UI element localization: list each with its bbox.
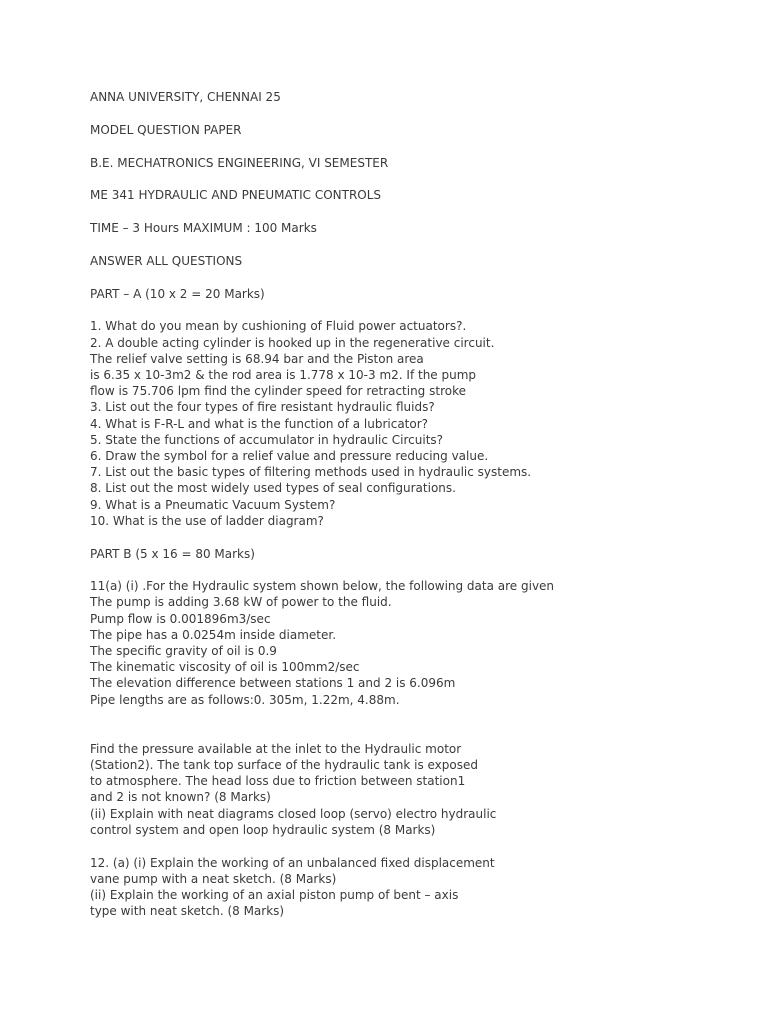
university-name: ANNA UNIVERSITY, CHENNAI 25 <box>90 90 281 104</box>
question-line: and 2 is not known? (8 Marks) <box>90 790 271 805</box>
question-12 <box>90 855 750 920</box>
part-a-questions <box>90 318 750 528</box>
spacer <box>90 302 750 319</box>
question-line: (Station2). The tank top surface of the hydraulic tank is exposed <box>90 757 478 772</box>
instruction: ANSWER ALL QUESTIONS <box>90 253 243 268</box>
question-line: 8. List out the most widely used types of seal configurations. <box>90 481 456 496</box>
paper-type: MODEL QUESTION PAPER <box>90 122 242 137</box>
question-line: The pump is adding 3.68 kW of power to the fluid. <box>90 595 392 610</box>
question-11-continued <box>90 741 750 838</box>
question-line: 12. (a) (i) Explain the working of an unbalanced fixed displacement <box>90 855 495 870</box>
question-line: The relief valve setting is 68.94 bar and the Piston area <box>90 351 424 366</box>
spacer <box>90 236 750 253</box>
question-line: 4. What is F-R-L and what is the function of a lubricator? <box>90 416 429 431</box>
question-line: vane pump with a neat sketch. (8 Marks) <box>90 871 337 886</box>
question-line: 2. A double acting cylinder is hooked up in the regenerative circuit. <box>90 335 495 350</box>
spacer <box>90 138 750 155</box>
part-b-title: PART B (5 x 16 = 80 Marks) <box>90 546 255 561</box>
program-title: B.E. MECHATRONICS ENGINEERING, VI SEMESTER <box>90 155 389 170</box>
question-line: is 6.35 x 10-3m2 & the rod area is 1.778 x 10-3 m2. If the pump <box>90 368 477 383</box>
question-line: 11(a) (i) .For the Hydraulic system shown below, the following data are given <box>90 579 555 594</box>
question-line: The kinematic viscosity of oil is 100mm2/sec <box>90 660 360 675</box>
spacer <box>90 171 750 188</box>
question-line: The pipe has a 0.0254m inside diameter. <box>90 627 337 642</box>
question-line: Find the pressure available at the inlet to the Hydraulic motor <box>90 741 462 756</box>
question-paper <box>90 89 750 919</box>
spacer <box>90 529 750 546</box>
question-line: 3. List out the four types of fire resistant hydraulic fluids? <box>90 400 435 415</box>
question-line: control system and open loop hydraulic system (8 Marks) <box>90 822 436 837</box>
question-line: type with neat sketch. (8 Marks) <box>90 904 285 919</box>
spacer <box>90 562 750 579</box>
spacer <box>90 838 750 855</box>
question-line: Pipe lengths are as follows:0. 305m, 1.22m, 4.88m. <box>90 692 400 707</box>
course-title: ME 341 HYDRAULIC AND PNEUMATIC CONTROLS <box>90 188 382 203</box>
question-line: Pump flow is 0.001896m3/sec <box>90 611 271 626</box>
question-line: The specific gravity of oil is 0.9 <box>90 644 277 659</box>
question-line: 7. List out the basic types of filtering methods used in hydraulic systems. <box>90 465 532 480</box>
question-line: 5. State the functions of accumulator in hydraulic Circuits? <box>90 432 444 447</box>
spacer <box>90 105 750 122</box>
question-11 <box>90 578 750 708</box>
spacer <box>90 204 750 221</box>
exam-time: TIME – 3 Hours MAXIMUM : 100 Marks <box>90 221 317 236</box>
question-line: to atmosphere. The head loss due to friction between station1 <box>90 774 466 789</box>
question-line: The elevation difference between stations 1 and 2 is 6.096m <box>90 676 456 691</box>
spacer <box>90 708 750 741</box>
question-line: (ii) Explain with neat diagrams closed loop (servo) electro hydraulic <box>90 806 497 821</box>
question-line: flow is 75.706 lpm find the cylinder speed for retracting stroke <box>90 384 466 399</box>
question-line: 6. Draw the symbol for a relief value and pressure reducing value. <box>90 448 489 463</box>
question-line: (ii) Explain the working of an axial piston pump of bent – axis <box>90 887 459 902</box>
question-line: 10. What is the use of ladder diagram? <box>90 513 324 528</box>
part-a-title: PART – A (10 x 2 = 20 Marks) <box>90 286 265 301</box>
spacer <box>90 269 750 286</box>
question-line: 1. What do you mean by cushioning of Fluid power actuators?. <box>90 319 467 334</box>
question-line: 9. What is a Pneumatic Vacuum System? <box>90 497 336 512</box>
